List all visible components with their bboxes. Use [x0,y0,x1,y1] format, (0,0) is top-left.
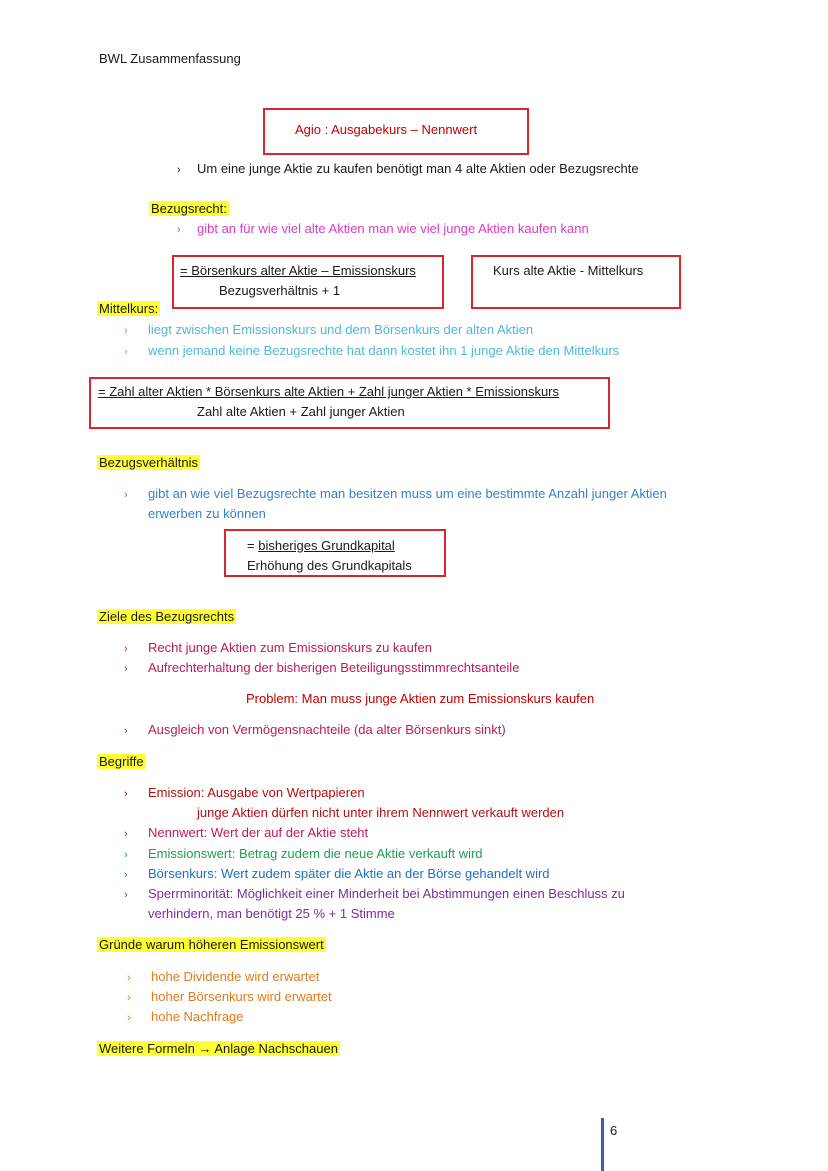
bullet-icon: › [177,224,181,236]
bullet-icon: › [124,889,128,901]
bullet-icon: › [124,489,128,501]
ziele-item: Recht junge Aktien zum Emissionskurs zu kaufen [148,640,432,655]
gruende-item: hoher Börsenkurs wird erwartet [151,989,332,1004]
bullet-icon: › [124,788,128,800]
bezugsverhaeltnis-formula-denominator: Erhöhung des Grundkapitals [247,558,412,573]
begriffe-sperrminoritaet-line2: verhindern, man benötigt 25 % + 1 Stimme [148,906,395,921]
mittelkurs-formula-box [89,377,610,429]
gruende-item: hohe Nachfrage [151,1009,244,1024]
begriffe-sperrminoritaet-line1: Sperrminorität: Möglichkeit einer Minderheit bei Abstimmungen einen Beschluss zu [148,886,625,901]
agio-note: Um eine junge Aktie zu kaufen benötigt man 4 alte Aktien oder Bezugsrechte [197,161,639,176]
bullet-icon: › [124,869,128,881]
ziele-item: Aufrechterhaltung der bisherigen Beteiligungsstimmrechtsanteile [148,660,520,675]
bezugsrecht-alt-formula: Kurs alte Aktie - Mittelkurs [493,263,644,278]
bullet-icon: › [127,972,131,984]
mittelkurs-item: wenn jemand keine Bezugsrechte hat dann kostet ihn 1 junge Aktie den Mittelkurs [148,343,620,358]
bezugsrecht-formula-box [172,255,444,309]
bullet-icon: › [124,725,128,737]
page-number-bar [601,1118,604,1171]
ziele-heading: Ziele des Bezugsrechts [99,609,235,624]
begriffe-emission-note: junge Aktien dürfen nicht unter ihrem Nennwert verkauft werden [197,805,565,820]
begriffe-emissionswert: Emissionswert: Betrag zudem die neue Aktie verkauft wird [148,846,483,861]
bullet-icon: › [127,992,131,1004]
bullet-icon: › [124,643,128,655]
ziele-item: Ausgleich von Vermögensnachteile (da alter Börsenkurs sinkt) [148,722,506,737]
bullet-icon: › [124,663,128,675]
bezugsrecht-formula-numerator: = Börsenkurs alter Aktie – Emissionskurs [180,263,416,278]
agio-formula: Agio : Ausgabekurs – Nennwert [295,122,478,137]
bezugsverhaeltnis-heading: Bezugsverhältnis [99,455,198,470]
begriffe-nennwert: Nennwert: Wert der auf der Aktie steht [148,825,369,840]
weitere-formeln-heading: Weitere Formeln → Anlage Nachschauen [99,1041,338,1056]
mittelkurs-item: liegt zwischen Emissionskurs und dem Börsenkurs der alten Aktien [148,322,534,337]
bullet-icon: › [124,346,128,358]
mittelkurs-formula-denominator: Zahl alte Aktien + Zahl junger Aktien [197,404,405,419]
page-header-title: BWL Zusammenfassung [99,51,241,66]
mittelkurs-formula-numerator: = Zahl alter Aktien * Börsenkurs alte Aktien + Zahl junger Aktien * Emissionskurs [98,384,560,399]
page-number: 6 [610,1123,618,1138]
ziele-problem: Problem: Man muss junge Aktien zum Emissionskurs kaufen [246,691,595,706]
begriffe-emission: Emission: Ausgabe von Wertpapieren [148,785,365,800]
bezugsrecht-heading: Bezugsrecht: [151,201,227,216]
bezugsrecht-item: gibt an für wie viel alte Aktien man wie viel junge Aktien kaufen kann [197,221,589,236]
mittelkurs-heading: Mittelkurs: [99,301,159,316]
bullet-icon: › [177,164,181,176]
bullet-icon: › [124,849,128,861]
gruende-heading: Gründe warum höheren Emissionswert [99,937,324,952]
gruende-item: hohe Dividende wird erwartet [151,969,320,984]
begriffe-heading: Begriffe [99,754,144,769]
begriffe-boersenkurs: Börsenkurs: Wert zudem später die Aktie an der Börse gehandelt wird [148,866,550,881]
bezugsrecht-alt-formula-box [471,255,681,309]
bullet-icon: › [124,325,128,337]
bullet-icon: › [124,828,128,840]
bezugsverhaeltnis-item-line1: gibt an wie viel Bezugsrechte man besitzen muss um eine bestimmte Anzahl junger Aktien [148,486,667,501]
bezugsverhaeltnis-item-line2: erwerben zu können [148,506,266,521]
bezugsverhaeltnis-formula-numerator: = bisheriges Grundkapital [247,538,395,553]
bullet-icon: › [127,1012,131,1024]
agio-formula-box [263,108,529,155]
bezugsverhaeltnis-formula-box [224,529,446,577]
bezugsrecht-formula-denominator: Bezugsverhältnis + 1 [219,283,341,298]
